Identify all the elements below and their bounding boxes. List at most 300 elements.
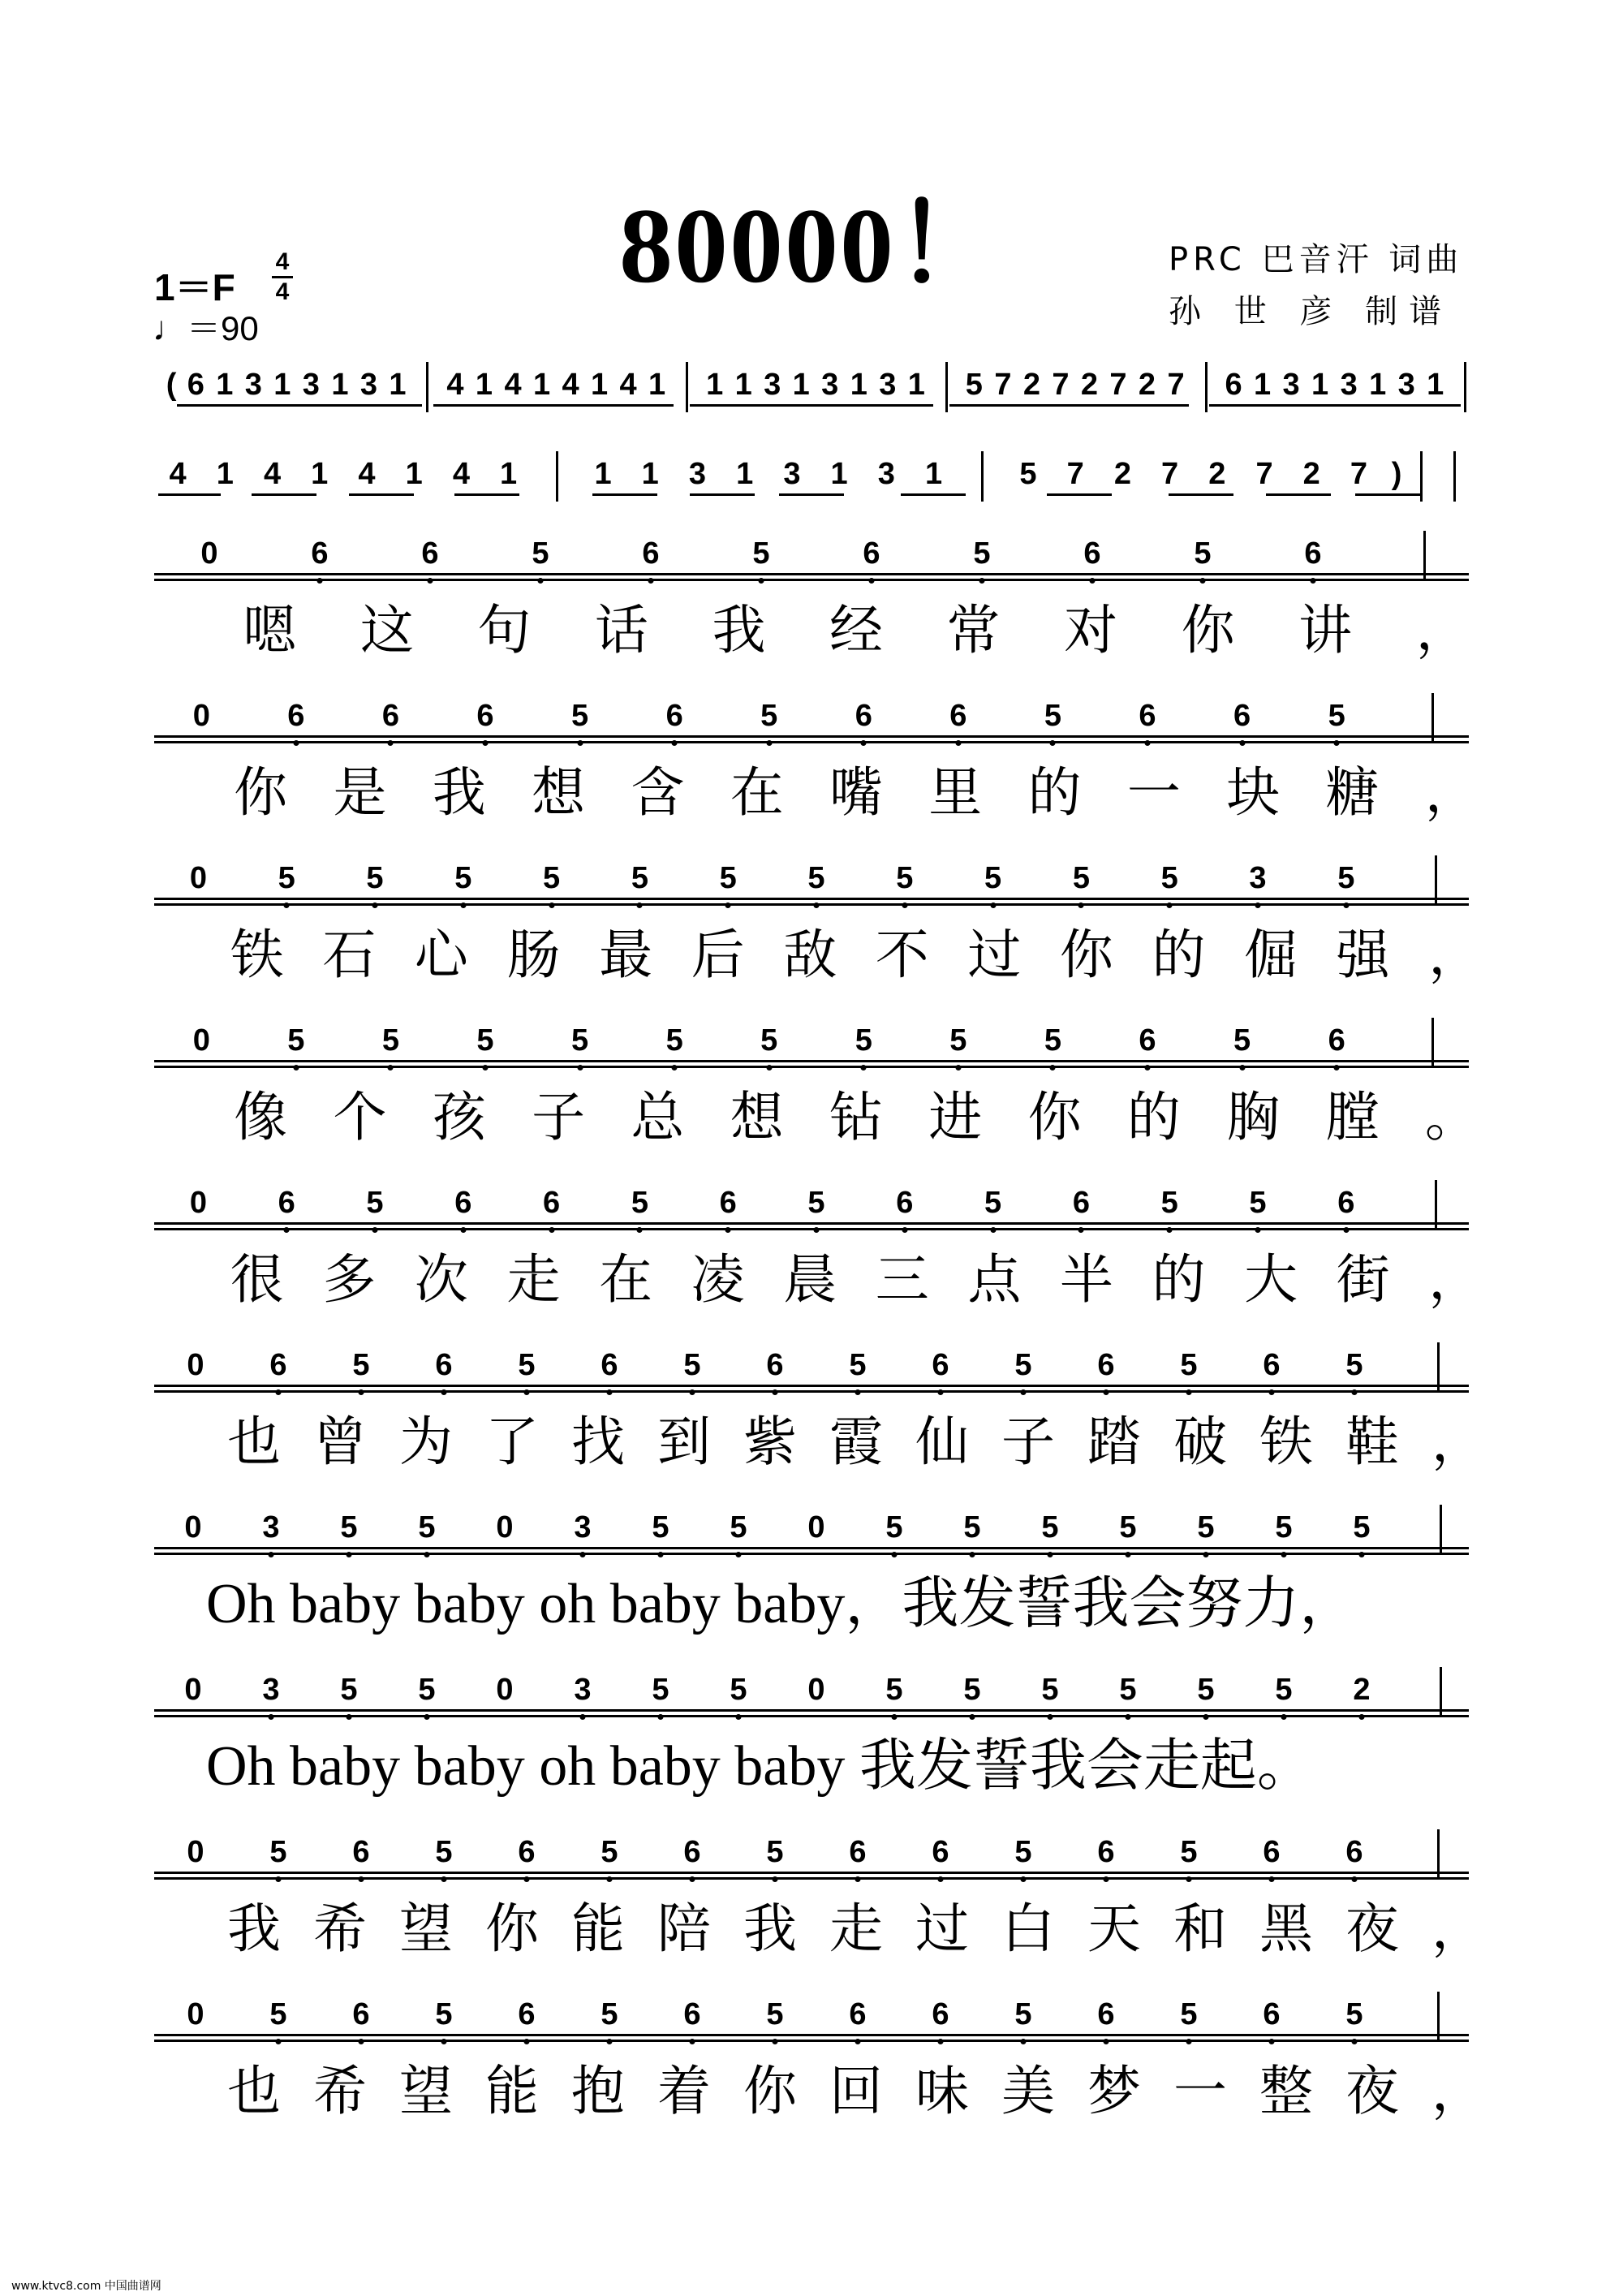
lyric-char: 孩: [432, 1086, 486, 1148]
note: 5: [984, 861, 1002, 895]
beam-line: [690, 493, 755, 496]
lyric-char: 的: [1027, 761, 1082, 824]
lyric-char: 夜: [1345, 2060, 1399, 2122]
note: 6: [896, 1186, 914, 1220]
note: 2: [1080, 368, 1099, 402]
note: 3: [1282, 368, 1300, 402]
lyric-char: 和: [1173, 1898, 1227, 1960]
bar-line: [426, 362, 428, 412]
note: 5: [601, 1997, 618, 2031]
note: 6: [421, 536, 439, 571]
note: 6: [932, 1997, 949, 2031]
note: 5: [719, 861, 737, 895]
note: 5: [855, 1023, 872, 1058]
lyric-char: 曾: [313, 1411, 367, 1473]
lyric-char: ，: [1424, 761, 1479, 824]
melody-row-2: [154, 698, 1479, 755]
lyricist-composer-credit: PRC 巴音汗 词曲: [1169, 241, 1464, 278]
note: 3: [821, 368, 839, 402]
note: 5: [1233, 1023, 1251, 1058]
lyric-char: 梦: [1087, 2060, 1141, 2122]
note: 0: [184, 1510, 202, 1544]
note: 5: [435, 1997, 453, 2031]
note: 5: [366, 861, 384, 895]
bar-line: [1205, 362, 1208, 412]
lyric-char: 白: [1001, 1898, 1055, 1960]
note: 1: [1254, 368, 1272, 402]
lyric-line-1: [187, 594, 1518, 667]
beam-line: [154, 1222, 1469, 1225]
lyric-char: 膛: [1325, 1086, 1380, 1148]
note: 6: [683, 1997, 701, 2031]
note: 5: [381, 1023, 399, 1058]
lyric-char: 糖: [1325, 761, 1380, 824]
bar-line: [945, 362, 948, 412]
beam-line: [154, 1553, 1469, 1555]
lyric-char: ，: [1431, 1898, 1485, 1960]
lyric-char: 到: [657, 1411, 711, 1473]
lyric-char: 对: [1064, 599, 1118, 661]
beam-line: [154, 1060, 1469, 1062]
note: 5: [518, 1348, 536, 1382]
note: 5: [340, 1673, 358, 1707]
note: 5: [269, 1835, 287, 1869]
note: 6: [311, 536, 329, 571]
note: 6: [1139, 699, 1156, 733]
melody-row-6: [154, 1347, 1479, 1404]
lyric-char: 含: [631, 761, 685, 824]
lyric-char: 敌: [783, 924, 837, 986]
lyric-char: 街: [1336, 1248, 1390, 1311]
lyric-char: 鞋: [1345, 1411, 1399, 1473]
note: 0: [189, 861, 207, 895]
beam-line: [154, 2040, 1469, 2042]
note: 3: [688, 457, 707, 491]
lyric-char: 在: [730, 761, 784, 824]
melody-row-8: [154, 1672, 1479, 1729]
lyric-char: 这: [359, 599, 414, 661]
note: 0: [807, 1673, 825, 1707]
lyric-char: 仙: [915, 1411, 969, 1473]
melody-row-1: [154, 536, 1479, 592]
bar-line: [981, 451, 984, 502]
lyric-char: 块: [1226, 761, 1281, 824]
note: 5: [730, 1673, 747, 1707]
note: 1: [924, 457, 943, 491]
beam-line: [592, 493, 657, 496]
note: 3: [1397, 368, 1415, 402]
lyric-char: 句: [477, 599, 532, 661]
note: 6: [1263, 1835, 1281, 1869]
lyric-char: 过: [915, 1898, 969, 1960]
lyric-char: 钻: [829, 1086, 883, 1148]
lyric-char: 着: [657, 2060, 711, 2122]
note: 6: [949, 699, 967, 733]
note: 6: [849, 1835, 867, 1869]
lyric-char: 。: [1424, 1086, 1479, 1148]
note: 5: [269, 1997, 287, 2031]
note: 1: [594, 457, 612, 491]
note: 2: [1022, 368, 1040, 402]
lyric-char: 了: [485, 1411, 539, 1473]
note: 5: [1044, 699, 1061, 733]
beam-line: [454, 493, 519, 496]
note: 5: [1014, 1348, 1032, 1382]
beam-line: [901, 493, 966, 496]
note: 0: [184, 1673, 202, 1707]
bar-line: [556, 451, 558, 502]
note: 7: [1109, 368, 1127, 402]
note: 4: [358, 457, 376, 491]
note: 4: [446, 368, 464, 402]
lyric-char: 经: [829, 599, 883, 661]
lyric-char: 倔: [1244, 924, 1298, 986]
lyric-char: 我: [227, 1898, 281, 1960]
note: 4: [619, 368, 637, 402]
note: 1: [1427, 368, 1444, 402]
note: 7: [1066, 457, 1084, 491]
note: 5: [352, 1348, 370, 1382]
lyric-char: 也: [227, 2060, 281, 2122]
note: 5: [1345, 1348, 1363, 1382]
lyric-char: 肠: [506, 924, 561, 986]
note: 5: [965, 368, 983, 402]
note: 2: [1113, 457, 1131, 491]
beam-line: [154, 1709, 1469, 1712]
lyric-char: 嘴: [829, 761, 883, 824]
beam-line: [177, 404, 422, 407]
note: 5: [1041, 1510, 1059, 1544]
note: 6: [1083, 536, 1101, 571]
note: 5: [1328, 699, 1345, 733]
note: 7: [1255, 457, 1273, 491]
note: 3: [574, 1510, 592, 1544]
lyric-char: 半: [1059, 1248, 1113, 1311]
lyric-char: 铁: [230, 924, 284, 986]
note: 5: [1119, 1673, 1137, 1707]
melody-row-7: [154, 1510, 1479, 1566]
melody-row-4: [154, 1023, 1479, 1079]
lyric-char: ，: [1431, 2060, 1485, 2122]
lyric-char: 你: [1027, 1086, 1082, 1148]
note: 0: [496, 1673, 514, 1707]
lyric-line-9: [187, 1893, 1518, 1966]
note: 6: [849, 1997, 867, 2031]
lyric-char: 不: [875, 924, 929, 986]
note: 4: [504, 368, 522, 402]
beam-line: [252, 493, 316, 496]
note: 5: [1275, 1673, 1293, 1707]
lyric-char: 你: [1059, 924, 1113, 986]
note: 6: [1304, 536, 1322, 571]
note: 7: [1350, 457, 1368, 491]
note: 5: [1345, 1997, 1363, 2031]
lyric-char: 最: [599, 924, 653, 986]
note: 6: [1097, 1348, 1115, 1382]
lyric-line-7: [187, 1568, 1518, 1641]
note: 6: [642, 536, 660, 571]
note: 5: [1044, 1023, 1061, 1058]
lyric-char: 望: [399, 2060, 453, 2122]
lyric-char: 黑: [1259, 1898, 1313, 1960]
note: 1: [792, 368, 810, 402]
beam-line: [1355, 493, 1420, 496]
lyric-char: 的: [1152, 1248, 1206, 1311]
note: 6: [1263, 1997, 1281, 2031]
note: 1: [1311, 368, 1329, 402]
lyric-char: 你: [234, 761, 288, 824]
note: 5: [896, 861, 914, 895]
note: 1: [850, 368, 867, 402]
paren-open: (: [166, 368, 177, 402]
note: 6: [1263, 1348, 1281, 1382]
note: 5: [760, 699, 778, 733]
note: 6: [863, 536, 880, 571]
lyric-char: 后: [691, 924, 745, 986]
lyric-line-8: [187, 1730, 1518, 1803]
lyric-char: 晨: [783, 1248, 837, 1311]
note: 1: [1369, 368, 1387, 402]
note: 5: [1014, 1835, 1032, 1869]
note: 5: [1014, 1997, 1032, 2031]
note: 6: [1072, 1186, 1090, 1220]
note: 4: [562, 368, 579, 402]
lyric-char: 整: [1259, 2060, 1313, 2122]
note: 1: [331, 368, 349, 402]
lyric-char: 多: [322, 1248, 377, 1311]
note: 5: [454, 861, 472, 895]
note: 5: [984, 1186, 1002, 1220]
lyric-char: 像: [234, 1086, 288, 1148]
lyric-char: 一: [1173, 2060, 1227, 2122]
lyric-char: 找: [571, 1411, 625, 1473]
lyric-char: 石: [322, 924, 377, 986]
lyric-char: 夜: [1345, 1898, 1399, 1960]
beam-line: [154, 2034, 1469, 2036]
note: 3: [1340, 368, 1358, 402]
note: 1: [734, 368, 752, 402]
note: 6: [1097, 1997, 1115, 2031]
note: 6: [1337, 1186, 1355, 1220]
note: 3: [262, 1673, 280, 1707]
lyric-char: 想: [730, 1086, 784, 1148]
note: 6: [1139, 1023, 1156, 1058]
arranger-credit: 孙 世 彦 制谱: [1169, 293, 1453, 330]
lyric-char: 味: [915, 2060, 969, 2122]
lyric-char: ，: [1415, 599, 1470, 661]
note: 5: [683, 1348, 701, 1382]
lyric-char: 大: [1244, 1248, 1298, 1311]
note: 3: [764, 368, 781, 402]
lyric-char: 望: [399, 1898, 453, 1960]
beam-line: [154, 1877, 1469, 1880]
note: 5: [1194, 536, 1212, 571]
intro-row-1: [154, 367, 1479, 424]
beam-line: [154, 1228, 1469, 1230]
note: 0: [496, 1510, 514, 1544]
bar-line: [1453, 451, 1456, 502]
note: 6: [518, 1835, 536, 1869]
bar-line: [686, 362, 688, 412]
note: 6: [601, 1348, 618, 1382]
lyric-char: 也: [227, 1411, 281, 1473]
lyric-char: 嗯: [243, 599, 297, 661]
lyric-char: 破: [1173, 1411, 1227, 1473]
note: 5: [1180, 1997, 1198, 2031]
note: 6: [187, 368, 204, 402]
lyric-char: 里: [928, 761, 983, 824]
note: 5: [435, 1835, 453, 1869]
lyric-char: 过: [967, 924, 1022, 986]
tempo-marking: ♩＝90: [153, 309, 259, 347]
lyric-char: 抱: [571, 2060, 625, 2122]
beam-line: [949, 404, 1189, 407]
lyric-line-6: [187, 1406, 1518, 1479]
key-signature: 1＝F: [154, 266, 235, 308]
beam-line: [158, 493, 221, 496]
note: 6: [766, 1348, 784, 1382]
lyric-char: 你: [743, 2060, 797, 2122]
note: 6: [1345, 1835, 1363, 1869]
beam-line: [433, 404, 674, 407]
note: 1: [500, 457, 518, 491]
note: 5: [849, 1348, 867, 1382]
lyric-char: 希: [313, 2060, 367, 2122]
note: 6: [287, 699, 305, 733]
beam-line: [154, 735, 1469, 738]
note: 5: [766, 1997, 784, 2031]
beam-line: [154, 1547, 1469, 1549]
note: 5: [1337, 861, 1355, 895]
note: 5: [949, 1023, 967, 1058]
lyric-char: 我: [712, 599, 766, 661]
note: 5: [418, 1510, 436, 1544]
note: 6: [278, 1186, 295, 1220]
note: 2: [1208, 457, 1226, 491]
note: 1: [591, 368, 609, 402]
note: 7: [1161, 457, 1179, 491]
intro-row-2: [154, 456, 1479, 513]
note: 5: [1119, 1510, 1137, 1544]
note: 6: [665, 699, 683, 733]
note: 5: [278, 861, 295, 895]
note: 5: [418, 1673, 436, 1707]
note: 5: [652, 1510, 669, 1544]
lyric-char: 点: [967, 1248, 1022, 1311]
lyric-char: 进: [928, 1086, 983, 1148]
note: 3: [302, 368, 320, 402]
note: 0: [192, 1023, 210, 1058]
lyric-char: 总: [631, 1086, 685, 1148]
note: 5: [1197, 1510, 1215, 1544]
note: 5: [287, 1023, 305, 1058]
melody-row-10: [154, 1997, 1479, 2053]
note: 3: [262, 1510, 280, 1544]
lyric-char: ，: [1428, 1248, 1483, 1311]
note: 5: [1160, 861, 1178, 895]
note: 1: [389, 368, 407, 402]
footer-watermark: www.ktvc8.com 中国曲谱网: [11, 2280, 161, 2293]
beam-line: [154, 1872, 1469, 1874]
lyric-char: 陪: [657, 1898, 711, 1960]
note: 5: [1275, 1510, 1293, 1544]
note: 1: [216, 457, 234, 491]
note: 2: [1353, 1673, 1371, 1707]
note: 6: [932, 1348, 949, 1382]
note: 6: [932, 1835, 949, 1869]
melody-row-3: [154, 860, 1479, 917]
note: 3: [783, 457, 801, 491]
bar-line: [1464, 362, 1466, 412]
time-signature-bottom: 4: [275, 278, 290, 305]
note: 5: [766, 1835, 784, 1869]
note: 7: [1052, 368, 1070, 402]
lyric-line-3: [187, 919, 1518, 992]
beam-line: [1169, 493, 1233, 496]
beam-line: [154, 903, 1469, 906]
note: 1: [706, 368, 724, 402]
beam-line: [154, 898, 1469, 900]
note: 6: [352, 1835, 370, 1869]
lyric-line-2: [187, 756, 1518, 829]
note: 5: [885, 1510, 903, 1544]
beam-line: [154, 1715, 1469, 1717]
note: 5: [366, 1186, 384, 1220]
song-title: 80000！: [619, 186, 1004, 305]
note: 5: [543, 861, 561, 895]
note: 3: [1249, 861, 1267, 895]
note: 5: [652, 1673, 669, 1707]
note: 6: [435, 1348, 453, 1382]
note: 3: [244, 368, 262, 402]
note: 6: [269, 1348, 287, 1382]
note: 5: [730, 1510, 747, 1544]
note: 5: [1019, 457, 1037, 491]
note: 5: [340, 1510, 358, 1544]
note: 7: [1167, 368, 1185, 402]
lyric-char: 走: [829, 1898, 883, 1960]
note: 6: [454, 1186, 472, 1220]
note: 5: [1072, 861, 1090, 895]
note: 6: [543, 1186, 561, 1220]
note: 6: [1225, 368, 1242, 402]
note: 2: [1302, 457, 1320, 491]
note: 5: [570, 699, 589, 733]
lyric-char: 希: [313, 1898, 367, 1960]
note: 5: [807, 861, 825, 895]
note: 0: [187, 1835, 204, 1869]
note: 1: [405, 457, 423, 491]
note: 1: [648, 368, 666, 402]
note: 1: [907, 368, 925, 402]
note: 3: [574, 1673, 592, 1707]
lyric-char: 的: [1152, 924, 1206, 986]
note: 5: [631, 861, 648, 895]
lyric-char: 走: [506, 1248, 561, 1311]
lyric-char: 讲: [1298, 599, 1353, 661]
note: 3: [359, 368, 377, 402]
lyric-char: 紫: [743, 1411, 797, 1473]
note: 0: [187, 1997, 204, 2031]
lyric-char: 三: [875, 1248, 929, 1311]
lyric-line-10: [187, 2055, 1518, 2128]
note: 5: [1353, 1510, 1371, 1544]
lyric-char: 强: [1336, 924, 1390, 986]
beam-line: [154, 1390, 1469, 1393]
note: 0: [192, 699, 210, 733]
lyric-char: 为: [399, 1411, 453, 1473]
lyric-text: Oh baby baby oh baby baby 我发誓我会走起。: [206, 1735, 1314, 1798]
